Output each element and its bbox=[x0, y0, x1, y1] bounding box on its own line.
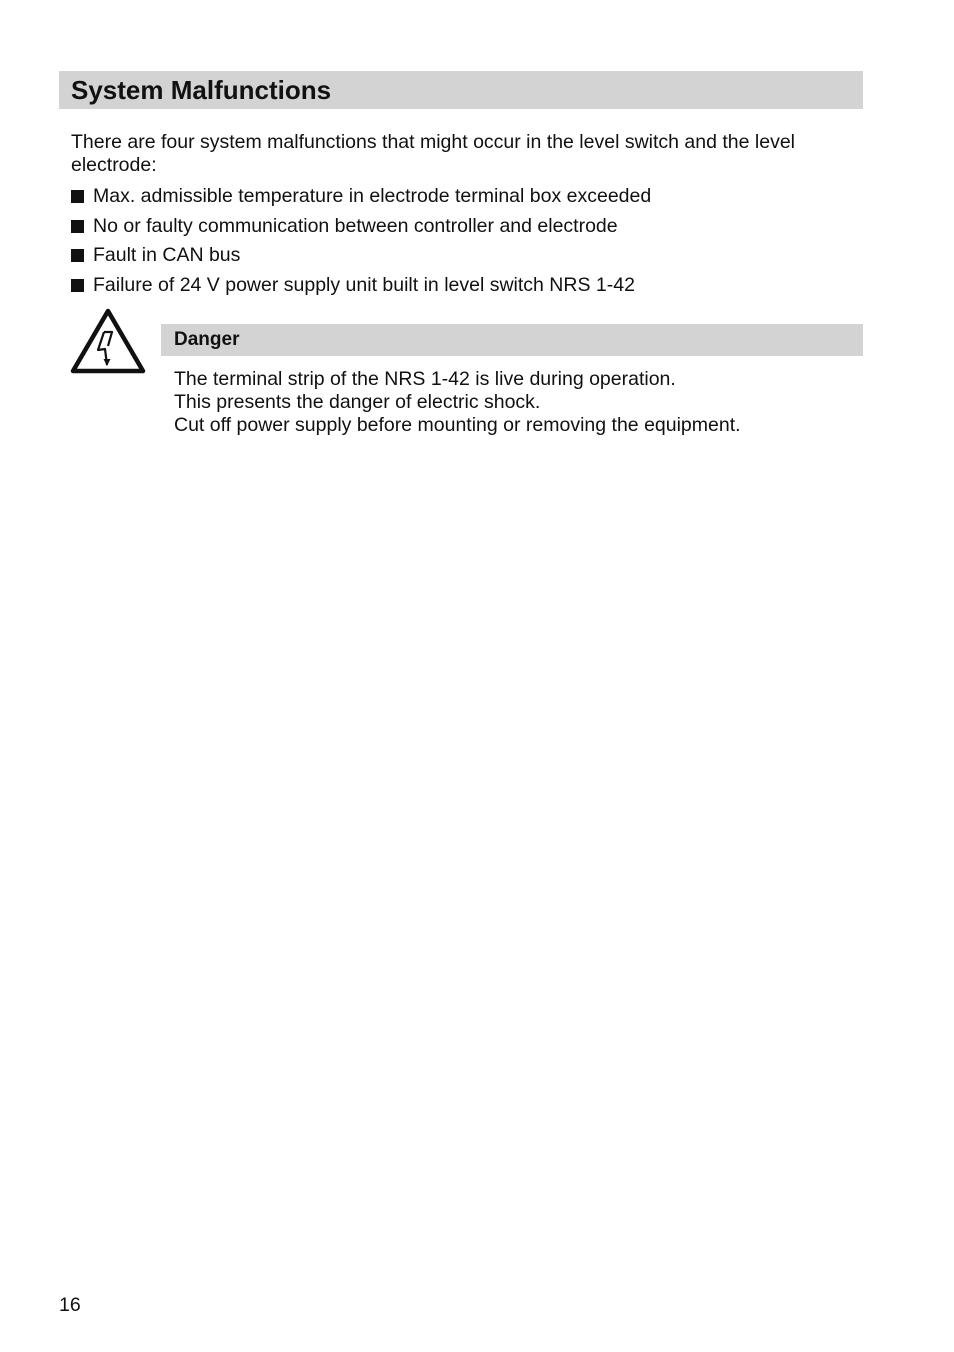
danger-header bbox=[161, 324, 863, 356]
list-item bbox=[71, 182, 861, 212]
list-item-text: No or faulty communication between controller and electrode bbox=[93, 214, 618, 237]
list-item-text: Max. admissible temperature in electrode terminal box exceeded bbox=[93, 185, 652, 208]
list-item-text: Fault in CAN bus bbox=[93, 244, 241, 267]
danger-title: Danger bbox=[174, 329, 240, 350]
danger-line: This presents the danger of electric shock. bbox=[174, 391, 541, 414]
list-item bbox=[71, 241, 861, 271]
page-number: 16 bbox=[59, 1294, 81, 1316]
list-item-text: Failure of 24 V power supply unit built in level switch NRS 1-42 bbox=[93, 273, 635, 296]
square-bullet-icon bbox=[71, 220, 84, 233]
section-header bbox=[59, 71, 863, 109]
high-voltage-warning-icon bbox=[70, 308, 146, 374]
danger-body bbox=[174, 368, 854, 438]
list-item bbox=[71, 271, 861, 301]
danger-line: The terminal strip of the NRS 1-42 is live during operation. bbox=[174, 368, 676, 390]
danger-line: Cut off power supply before mounting or removing the equipment. bbox=[174, 414, 741, 437]
square-bullet-icon bbox=[71, 279, 84, 292]
square-bullet-icon bbox=[71, 190, 84, 203]
square-bullet-icon bbox=[71, 249, 84, 262]
malfunction-list bbox=[71, 182, 861, 300]
intro-paragraph: There are four system malfunctions that might occur in the level switch and the level electrode: bbox=[71, 131, 796, 176]
section-title: System Malfunctions bbox=[71, 75, 332, 105]
list-item bbox=[71, 212, 861, 242]
